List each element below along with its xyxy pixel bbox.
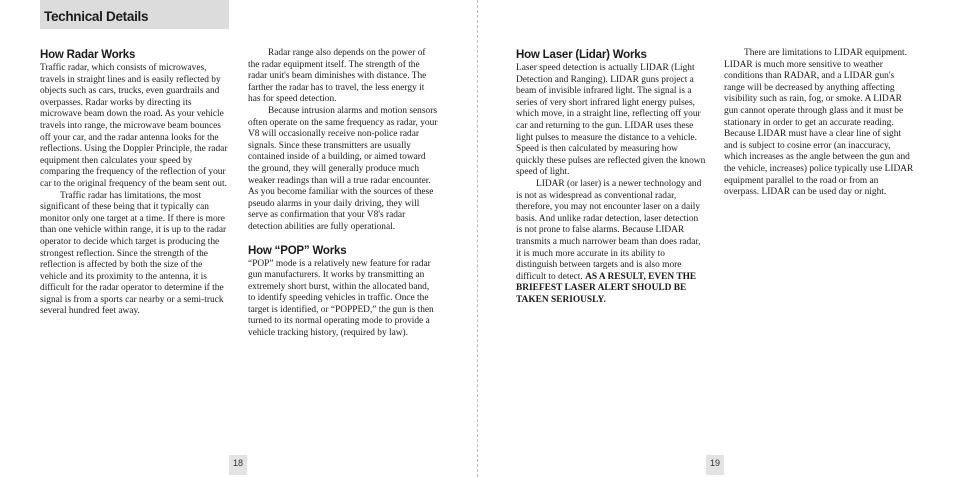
radar-range-paragraph: Radar range also depends on the power of the radar equipment itself. The strength of the radar unit's beam diminishes with distance. The farther the radar has to travel, the less energy it has for speed detection. [248, 48, 427, 105]
intrusion-alarms-paragraph: Because intrusion alarms and motion sensors often operate on the same frequency as radar, your V8 will occasionally receive non-police radar signals. Since these transmitters are usually contained inside of a building, or aimed toward the ground, they will generally produce much weaker readings than will a true radar encounter. As you become familiar with the sources of these pseudo alarms in your daily driving, they will serve as confirmation that your V8's radar detection abilities are fully operational. [248, 105, 438, 232]
pop-paragraph: “POP” mode is a relatively new feature for radar gun manufacturers. It works by transmitting an extremely short burst, within the allocated band, to identify speeding vehicles in traffic. Once the target is identified, or “POPPED,” the gun is then turned to its normal operating mode to provide a vehicle tracking history, (required by law). [248, 258, 434, 339]
laser-alert-warning: AS A RESULT, EVEN THE BRIEFEST LASER ALERT SHOULD BE TAKEN SERIOUSLY. [516, 271, 697, 305]
lidar-paragraph-2 [516, 179, 706, 307]
section-header-tab [40, 0, 229, 29]
pop-heading: How “POP” Works [248, 244, 347, 257]
lidar-heading: How Laser (Lidar) Works [516, 49, 647, 61]
page-number-left: 18 [229, 455, 247, 475]
left-page-column-1 [40, 48, 230, 318]
radar-paragraph-2: Traffic radar has limitations, the most significant of these being that it typically can monitor only one target at a time. If there is more than one vehicle within range, it is up to the radar operator to decide which target is producing the strongest reflection. Since the strength of the reflection is affected by both the size of the vehicle and its proximity to the antenna, it is difficult for the radar operator to determine if the signal is from a sports car nearby or a semi-truck several hundred feet away. [40, 190, 227, 317]
right-page-column-2 [724, 48, 914, 199]
page-number-right: 19 [706, 455, 724, 475]
radar-heading: How Radar Works [40, 49, 136, 61]
left-page-column-2 [248, 48, 438, 340]
right-page-column-1 [516, 48, 706, 306]
lidar-paragraph-1: Laser speed detection is actually LIDAR (Light Detection and Ranging). LIDAR guns project a beam of invisible infrared light. The signal is a series of very short infrared light energy pulses, which move, in a straight line, reflecting off your car and returning to the gun. LIDAR uses these light pulses to measure the distance to a vehicle. Speed is then calculated by measuring how quickly these pulses are reflected given the known speed of light. [516, 63, 706, 178]
lidar-limitations-paragraph: There are limitations to LIDAR equipment. LIDAR is much more sensitive to weather conditions than RADAR, and a LIDAR gun's range will be decreased by anything affecting visibility such as rain, fog, or smoke. A LIDAR gun cannot operate through glass and it must be stationary in order to get an accurate reading. Because LIDAR must have a clear line of sight and is subject to cosine error (an inaccuracy, which increases as the angle between the gun and the vehicle, increases) police typically use LIDAR equipment parallel to the road or from an overpass. LIDAR can be used day or night. [724, 48, 914, 198]
radar-paragraph-1: Traffic radar, which consists of microwaves, travels in straight lines and is easily reflected by objects such as cars, trucks, even guardrails and overpasses. Radar works by directing its microwave beam down the road. As your vehicle travels into range, the microwave beam bounces off your car, and the radar antenna looks for the reflections. Using the Doppler Principle, the radar equipment then calculates your speed by comparing the frequency of the reflection of your car to the original frequency of the beam sent out. [40, 63, 228, 189]
section-title: Technical Details [44, 9, 149, 24]
page-divider [477, 0, 478, 477]
lidar-paragraph-2-text: LIDAR (or laser) is a newer technology and is not as widespread as conventional radar, therefore, you may not encounter laser on a daily basis. And unlike radar detection, laser detection is not prone to false alarms. Because LIDAR transmits a much narrower beam than does radar, it is much more accurate in its ability to distinguish between targets and is also more difficult to detect. [516, 178, 702, 282]
